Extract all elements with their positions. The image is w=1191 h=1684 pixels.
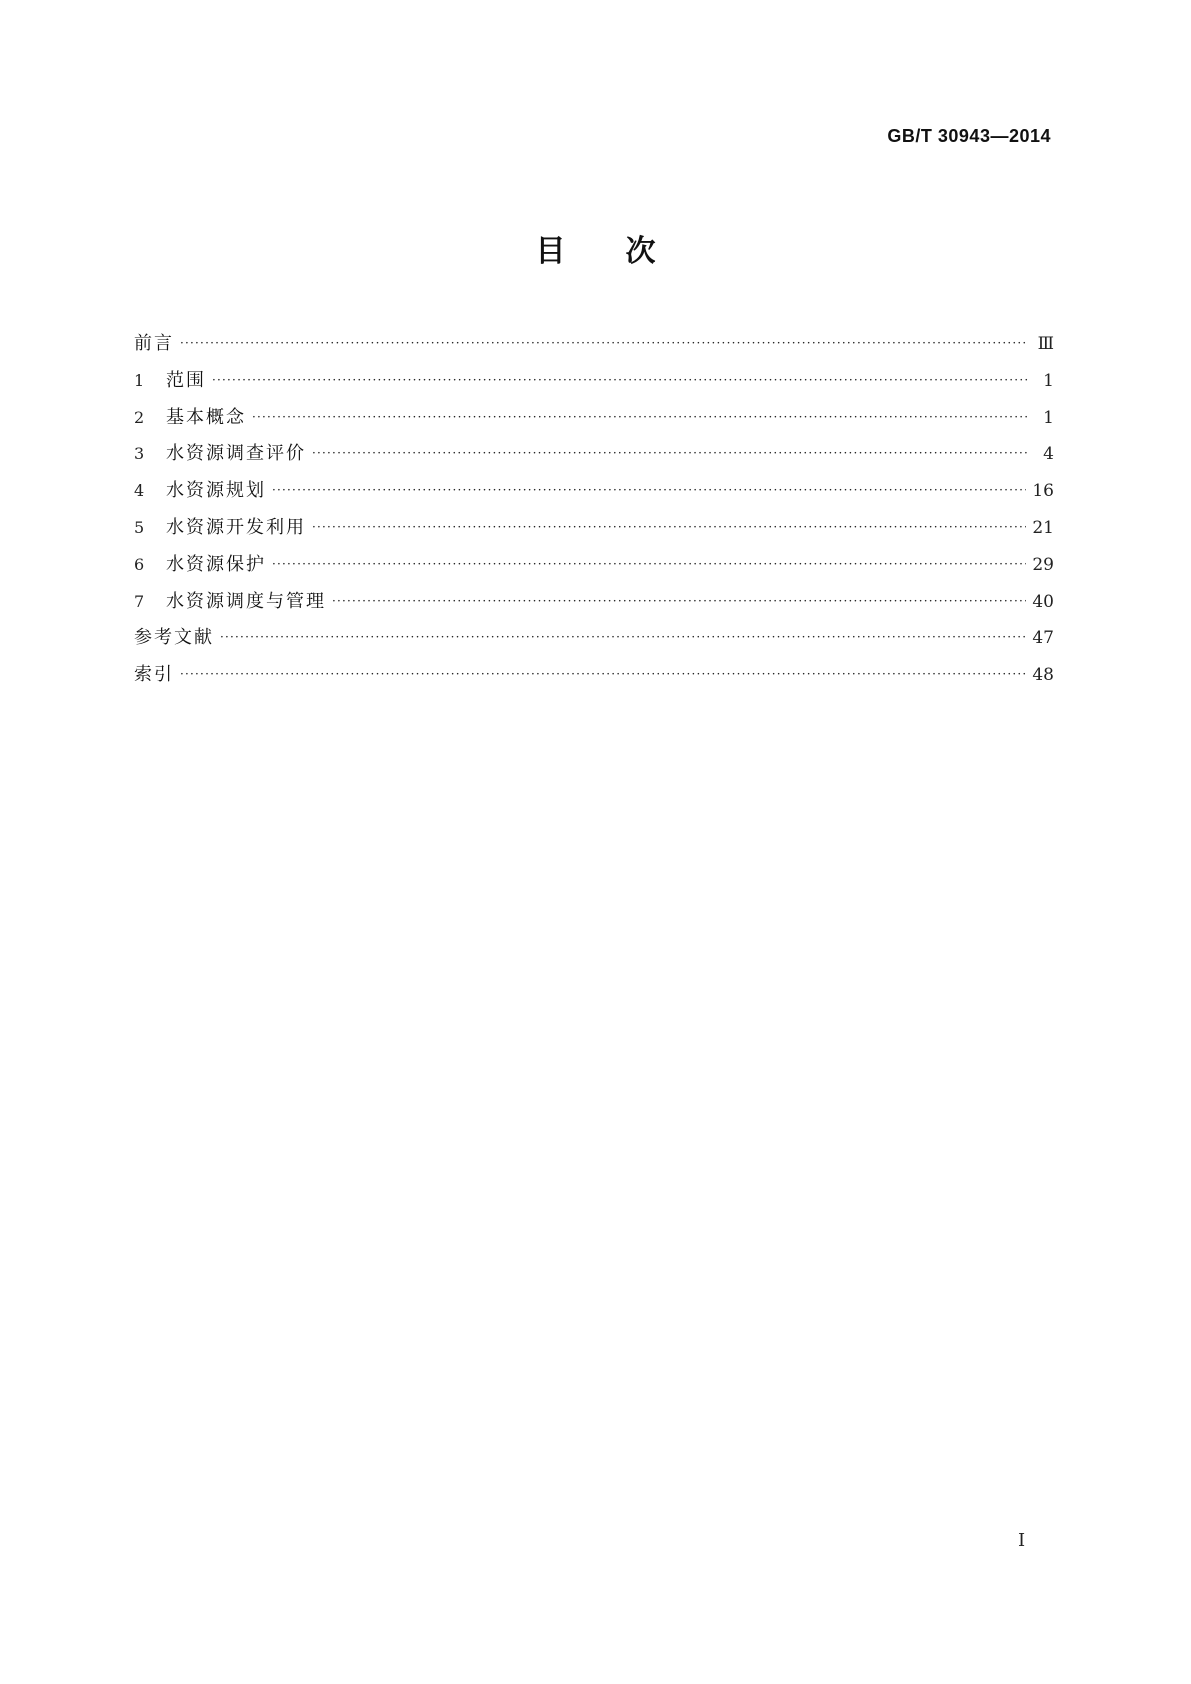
toc-entry-page: Ⅲ xyxy=(1037,334,1054,354)
toc-entry-number: 2 xyxy=(134,407,145,427)
toc-entry-page: 48 xyxy=(1032,665,1054,686)
toc-entry-page: 16 xyxy=(1032,481,1054,502)
toc-leader-dots xyxy=(312,509,1026,546)
toc-leader-dots xyxy=(180,325,1028,362)
toc-list xyxy=(134,326,1054,694)
toc-entry-number: 3 xyxy=(134,444,145,464)
toc-title: 目次 xyxy=(535,234,716,269)
toc-entry-5[interactable] xyxy=(134,510,1054,547)
toc-entry-label: 水资源调查评价 xyxy=(166,443,306,465)
toc-entry-number: 6 xyxy=(134,554,145,574)
toc-entry-label: 范围 xyxy=(166,369,206,391)
toc-entry-page: 1 xyxy=(1043,370,1054,391)
toc-entry-index[interactable] xyxy=(134,657,1054,694)
toc-entry-4[interactable] xyxy=(134,473,1054,510)
toc-entry-page: 1 xyxy=(1043,407,1054,428)
toc-leader-dots xyxy=(220,619,1026,656)
toc-entry-references[interactable] xyxy=(134,620,1054,657)
toc-entry-label: 索引 xyxy=(134,664,174,686)
toc-entry-label: 水资源调度与管理 xyxy=(166,590,326,612)
toc-entry-label: 前言 xyxy=(134,333,174,354)
toc-entry-page: 29 xyxy=(1032,554,1054,575)
toc-leader-dots xyxy=(332,583,1026,620)
toc-entry-number: 1 xyxy=(134,370,145,390)
toc-entry-foreword[interactable] xyxy=(134,326,1054,363)
toc-entry-number: 7 xyxy=(134,591,145,611)
toc-entry-3[interactable] xyxy=(134,436,1054,473)
toc-leader-dots xyxy=(312,435,1028,472)
standard-code: GB/T 30943—2014 xyxy=(887,126,1051,146)
toc-entry-7[interactable] xyxy=(134,584,1054,621)
page-number: I xyxy=(1018,1530,1026,1551)
toc-entry-2[interactable] xyxy=(134,400,1054,437)
toc-entry-label: 基本概念 xyxy=(166,406,246,428)
toc-entry-label: 水资源开发利用 xyxy=(166,516,306,538)
toc-entry-page: 40 xyxy=(1032,591,1054,612)
toc-leader-dots xyxy=(212,362,1028,399)
toc-entry-number: 5 xyxy=(134,517,145,537)
toc-entry-number: 4 xyxy=(134,481,145,501)
toc-entry-label: 参考文献 xyxy=(134,627,214,649)
toc-leader-dots xyxy=(252,399,1028,436)
toc-entry-label: 水资源规划 xyxy=(166,480,266,502)
toc-entry-page: 47 xyxy=(1032,628,1054,649)
toc-entry-page: 4 xyxy=(1043,444,1054,465)
toc-entry-1[interactable] xyxy=(134,363,1054,400)
toc-leader-dots xyxy=(180,656,1026,693)
toc-leader-dots xyxy=(272,546,1026,583)
toc-entry-page: 21 xyxy=(1032,517,1054,538)
toc-entry-label: 水资源保护 xyxy=(166,553,266,575)
toc-entry-6[interactable] xyxy=(134,547,1054,584)
toc-leader-dots xyxy=(272,472,1026,509)
